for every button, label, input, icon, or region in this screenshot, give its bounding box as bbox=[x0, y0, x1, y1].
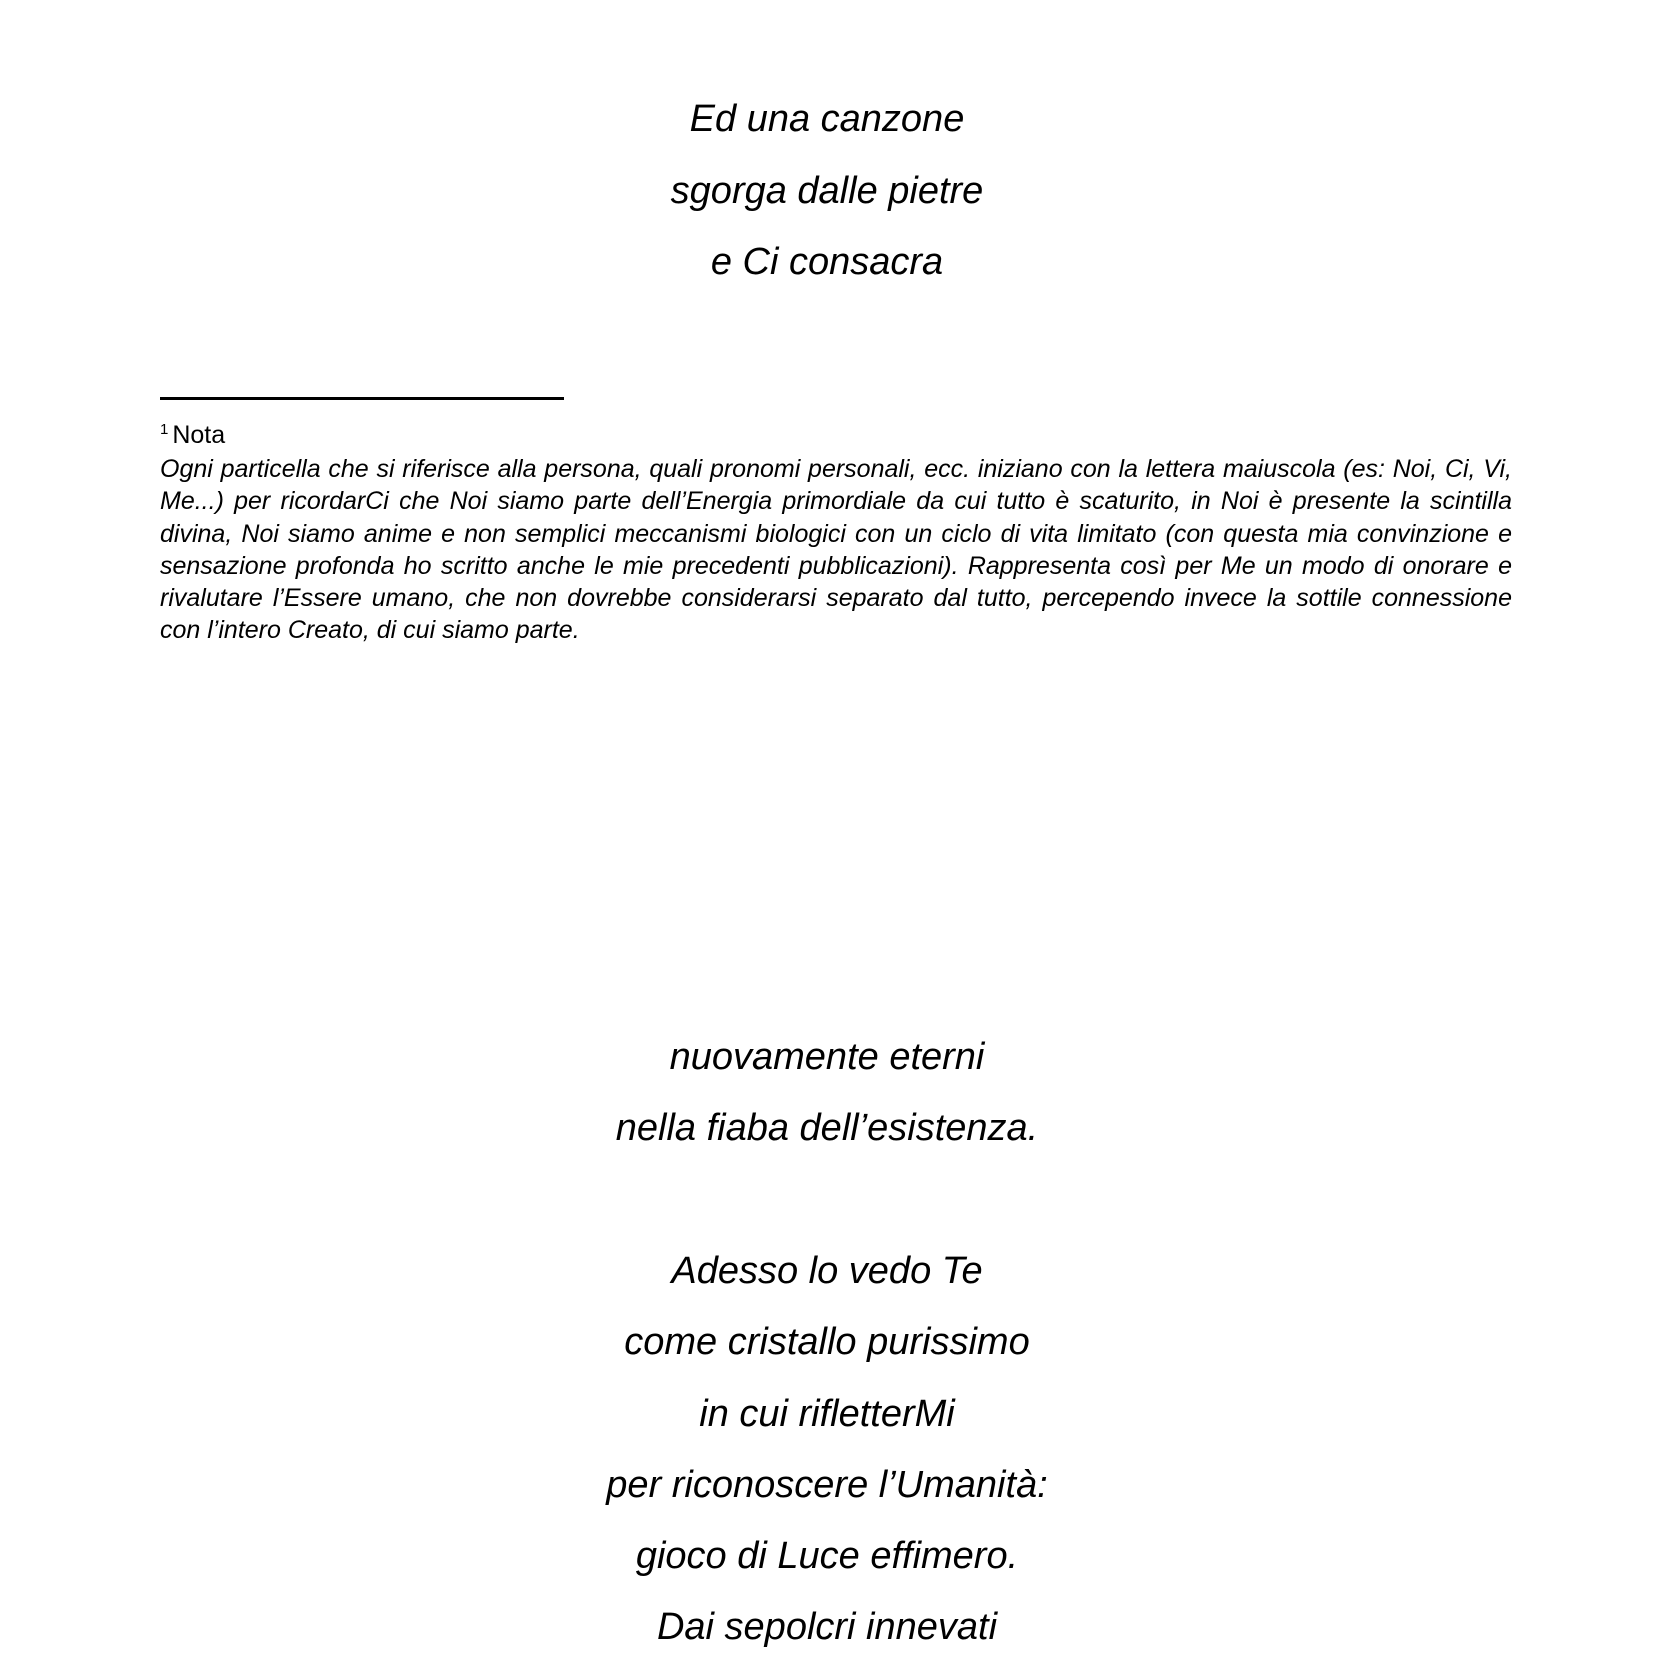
verse-line: Ed una canzone bbox=[689, 98, 965, 140]
verse-line: gioco di Luce effimero. bbox=[635, 1535, 1019, 1577]
verse-line: Dai sepolcri innevati bbox=[656, 1606, 998, 1648]
verse-line: Adesso lo vedo Te bbox=[671, 1250, 983, 1292]
verse-line: e Ci consacra bbox=[710, 241, 944, 283]
footnote bbox=[160, 415, 1512, 647]
verse-line: in cui rifletterMi bbox=[699, 1393, 955, 1435]
footnote-separator bbox=[160, 397, 564, 400]
footnote-number: 1 bbox=[160, 421, 169, 438]
footnote-heading bbox=[160, 415, 1512, 450]
footnote-text: Ogni particella che si riferisce alla persona, quali pronomi personali, ecc. iniziano con la lettera maiuscola (es: Noi, Ci, Vi, Me...) per ricordarCi che Noi siamo parte dell’Energia primordiale da cui tutto è scaturito, in Noi è presente la scintilla divina, Noi siamo anime e non semplici meccanismi biologici con un ciclo di vita limitato (con questa mia convinzione e sensazione profonda ho scritto anche le mie precedenti pubblicazioni). Rappresenta così per Me un modo di onorare e rivalutare l’Essere umano, che non dovrebbe considerarsi separato dal tutto, percependo invece la sottile connessione con l’intero Creato, di cui siamo parte. bbox=[160, 455, 1512, 645]
verse-line: nella fiaba dell’esistenza. bbox=[615, 1107, 1039, 1149]
verse-line: per riconoscere l’Umanità: bbox=[606, 1464, 1048, 1506]
verse-line: sgorga dalle pietre bbox=[670, 170, 984, 212]
footnote-title: Nota bbox=[172, 421, 226, 449]
verse-line: come cristallo purissimo bbox=[624, 1321, 1030, 1363]
verse-line: nuovamente eterni bbox=[669, 1036, 985, 1078]
